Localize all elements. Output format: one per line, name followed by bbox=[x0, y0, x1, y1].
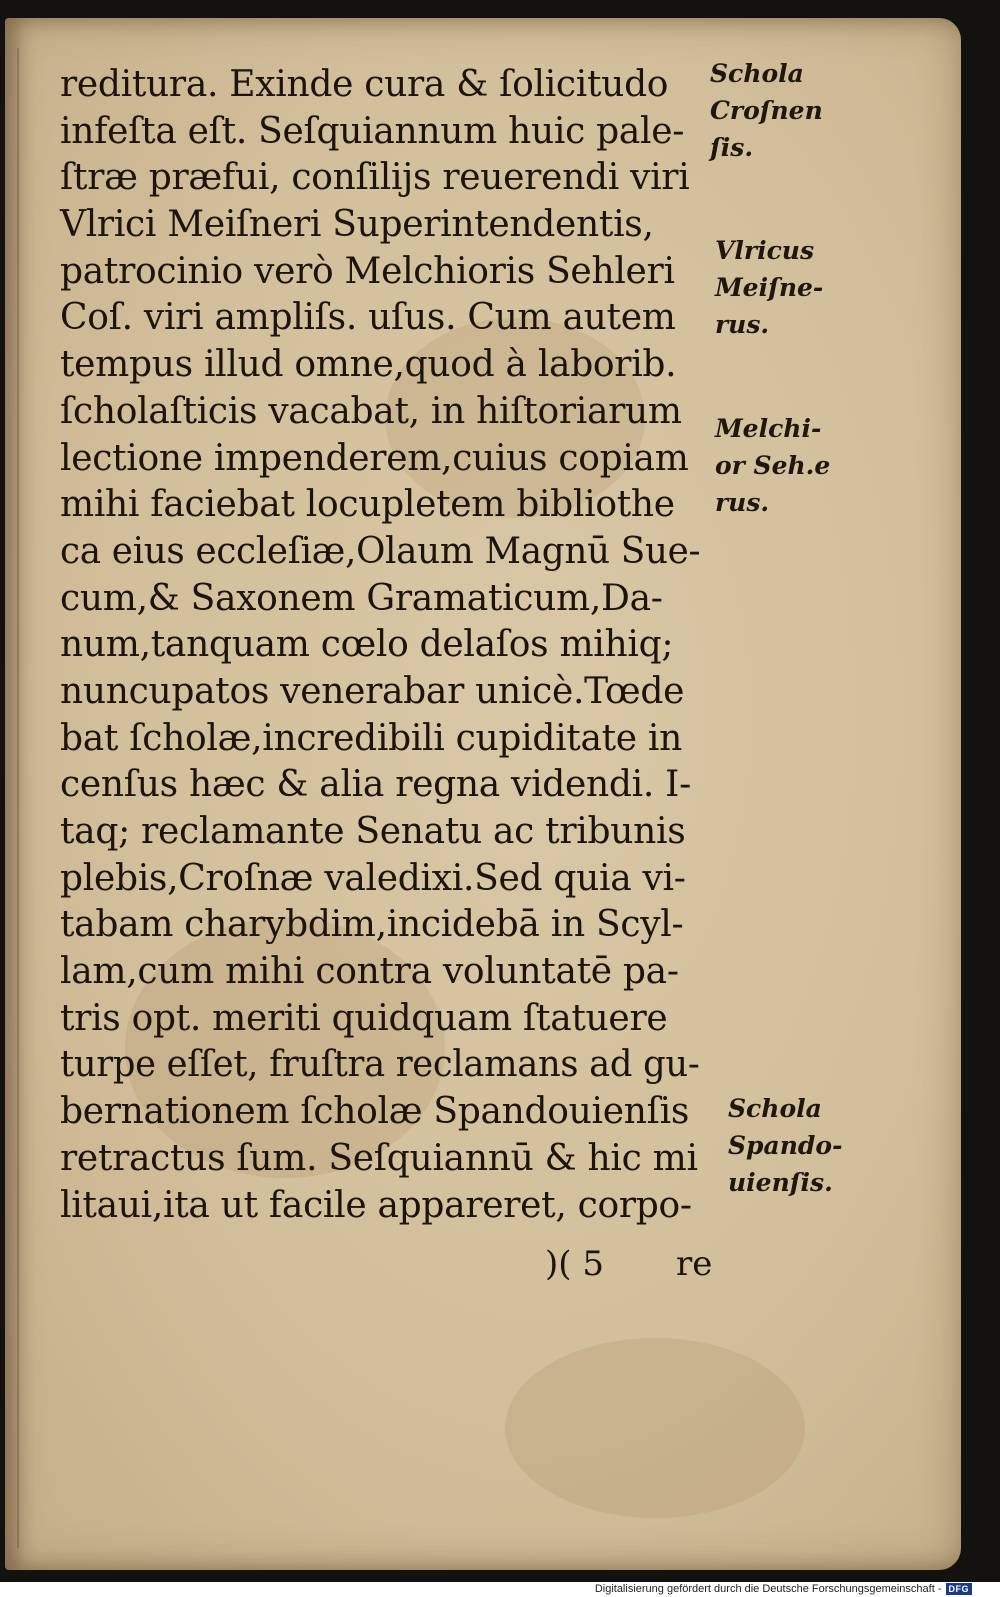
marginal-line: ſis. bbox=[710, 133, 754, 162]
marginal-note-schola-spandouiensis bbox=[728, 1090, 842, 1201]
marginal-line: Meiſne- bbox=[715, 273, 824, 302]
text-line: Coſ. viri ampliſs. uſus. Cum autem bbox=[60, 297, 676, 339]
text-line: mihi faciebat locupletem bibliothe bbox=[60, 484, 675, 526]
main-text-block bbox=[60, 62, 700, 1229]
text-line: infeſta eſt. Seſquiannum huic pale- bbox=[60, 110, 685, 152]
text-line: lam,cum mihi contra voluntatē pa- bbox=[60, 951, 679, 993]
footer-credit: Digitalisierung gefördert durch die Deutsche Forschungsgemeinschaft - bbox=[594, 1583, 942, 1595]
digitization-footer bbox=[595, 1583, 972, 1595]
text-line: tris opt. meriti quidquam ſtatuere bbox=[60, 997, 668, 1039]
text-line: Vlrici Meiſneri Superintendentis, bbox=[60, 204, 654, 246]
text-line: ſtræ præfui, conſilijs reuerendi viri bbox=[60, 157, 690, 199]
dfg-logo-icon: DFG bbox=[946, 1583, 973, 1595]
marginal-line: Croſnen bbox=[710, 96, 823, 125]
text-line: taq; reclamante Senatu ac tribunis bbox=[60, 811, 686, 852]
paper-stain bbox=[505, 1338, 805, 1518]
text-line: litaui,ita ut facile appareret, corpo- bbox=[60, 1184, 692, 1226]
text-line: bat ſcholæ,incredibili cupiditate in bbox=[60, 717, 683, 759]
marginal-line: Spando- bbox=[728, 1131, 843, 1160]
text-line: cum,& Saxonem Gramaticum,Da- bbox=[60, 577, 663, 619]
text-line: reditura. Exinde cura & ſolicitudo bbox=[60, 64, 669, 105]
text-line: tempus illud omne,quod à laborib. bbox=[60, 344, 677, 386]
page-gutter bbox=[17, 48, 19, 1548]
text-line: patrocinio verò Melchioris Sehleri bbox=[60, 250, 675, 292]
catchword: re bbox=[676, 1244, 713, 1284]
text-line: ſcholaſticis vacabat, in hiſtoriarum bbox=[60, 390, 682, 432]
signature-mark: )( 5 bbox=[545, 1244, 604, 1284]
text-line: cenſus hæc & alia regna videndi. I- bbox=[60, 764, 691, 806]
text-line: nuncupatos venerabar unicè.Tœde bbox=[60, 670, 685, 712]
marginal-note-vlricus-meisnerus bbox=[715, 232, 823, 343]
text-line: lectione impenderem,cuius copiam bbox=[60, 437, 689, 479]
marginal-note-schola-crosnensis bbox=[710, 55, 823, 166]
text-line: turpe eſſet, fruſtra reclamans ad gu- bbox=[60, 1044, 700, 1086]
marginal-line: Schola bbox=[710, 59, 804, 88]
marginal-line: or Seh.e bbox=[715, 451, 831, 480]
text-line: num,tanquam cœlo delaſos mihiq; bbox=[60, 624, 674, 666]
marginal-line: Melchi- bbox=[715, 414, 822, 443]
marginal-line: rus. bbox=[715, 488, 770, 517]
text-line: tabam charybdim,incidebā in Scyl- bbox=[60, 904, 684, 946]
marginal-line: Vlricus bbox=[715, 236, 815, 265]
text-line: plebis,Croſnæ valedixi.Sed quia vi- bbox=[60, 857, 686, 899]
text-line: bernationem ſcholæ Spandouienſis bbox=[60, 1091, 690, 1133]
marginal-note-melchior-sehlerus bbox=[715, 410, 830, 521]
marginal-line: rus. bbox=[715, 310, 770, 339]
text-line: ca eius eccleſiæ,Olaum Magnū Sue- bbox=[60, 530, 701, 572]
text-line: retractus ſum. Seſquiannū & hic mi bbox=[60, 1137, 698, 1179]
marginal-line: uienſis. bbox=[728, 1168, 833, 1197]
marginal-line: Schola bbox=[728, 1094, 822, 1123]
